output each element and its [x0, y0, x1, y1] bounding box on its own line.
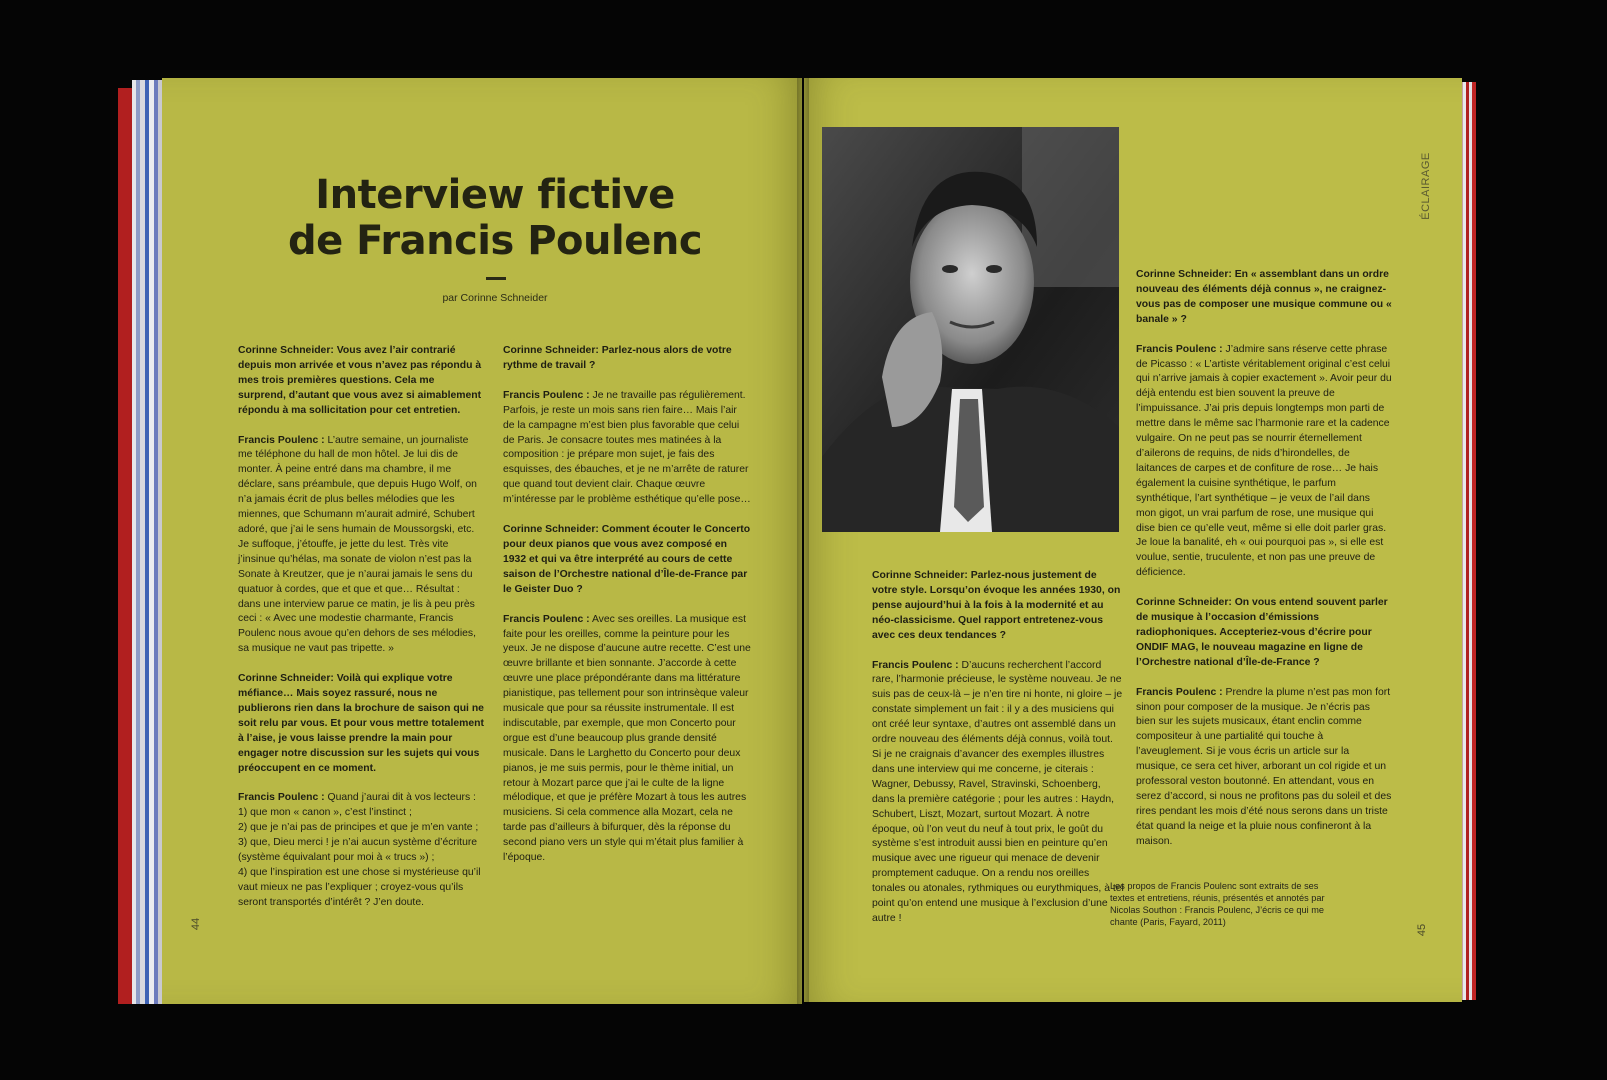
answer-text: Avec ses oreilles. La musique est faite pour les oreilles, comme la peinture pour les yeux. Je ne dispose d’aucune autre recette. C’est une œuvre brillante et bien sonnante. J’accorde à cette œuvre une place prépondérante dans ma littérature pianistique, pas tellement pour son intrinsèque valeur musicale que pour sa réussite instrumentale. Il est indiscutable, par exemple, que mon Concerto pour orgue est d’une beaucoup plus grande densité musicale. Dans le Larghetto du Concerto pour deux pianos, je me suis permis, pour le thème initial, un retour à Mozart parce que j’ai le culte de la ligne mélodique, et que je préfère Mozart à tous les autres musiciens. Si cela commence alla Mozart, cela ne tarde pas d’ailleurs à bifurquer, dès la réponse du second piano vers un style qui m’était plus familier à l’époque. [503, 613, 751, 864]
article-title [190, 172, 800, 264]
speaker: Francis Poulenc : [872, 659, 959, 671]
portrait-image [822, 127, 1119, 532]
list-item: 3) que, Dieu merci ! je n’ai aucun système d’écriture (système équivalant pour moi à « trucs ») ; [238, 837, 478, 864]
answer [238, 791, 484, 806]
speaker: Francis Poulenc : [503, 613, 590, 625]
question: Corinne Schneider: En « assemblant dans un ordre nouveau des éléments déjà connus », ne craignez-vous pas de composer une musique commune ou « banale » ? [1136, 269, 1392, 325]
page-edge-right [1460, 82, 1476, 1000]
title-line-2: de Francis Poulenc [287, 218, 703, 264]
answer [1136, 343, 1392, 582]
answer-text: Je ne travaille pas régulièrement. Parfois, je reste un mois sans rien faire… Mais l’air de la campagne m’est bien plus favorable que celui de Paris. Je consacre toutes mes matinées à la composition : je prépare mon sujet, je fais des esquisses, des ébauches, et je ne m’arrête de raturer que quand tout devient clair. Chaque œuvre m’intéresse par le problème esthétique qu’elle pose… [503, 389, 751, 506]
page-number-right: 45 [1416, 923, 1429, 937]
answer-list [238, 806, 484, 910]
question: Corinne Schneider: Vous avez l’air contrarié depuis mon arrivée et vous n’avez pas répondu à mes trois premières questions. Cela me surprend, d’autant que vous avez si aimablement répondu à ma sollicitation pour cet entretien. [238, 345, 482, 416]
answer [1136, 686, 1392, 850]
byline: par Corinne Schneider [442, 292, 548, 304]
list-item: 1) que mon « canon », c’est l’instinct ; [238, 807, 412, 819]
text-column-1 [238, 344, 484, 911]
text-column-2 [503, 344, 751, 881]
title-line-1: Interview fictive [315, 172, 675, 218]
answer-text: D’aucuns recherchent l’accord rare, l’harmonie précieuse, le système nouveau. Je ne suis pas de ceux-là – je n’en tire ni honte, ni gloire – je constate simplement un fait : il y a des musiciens qui ont créé leur syntaxe, d’autres ont assemblé dans un ordre nouveau des éléments déjà connus, voilà tout. Si je ne craignais d’avancer des exemples illustres dans une interview qui me concerne, je citerais : Wagner, Debussy, Ravel, Stravinski, Schoenberg, dans la première catégorie ; pour les autres : Haydn, Schubert, Liszt, Mozart, surtout Mozart. À notre époque, où l’on veut du neuf à tout prix, le goût du système s’est introduit aussi bien en peinture qu’en musique avec une rigueur qui menace de devenir promptement caduque. On a rendu nos oreilles tonales ou atonales, rythmiques ou eurythmiques, à tel point qu’on entend une musique à l’exclusion d’une autre ! [872, 659, 1124, 924]
page-number-left: 44 [190, 917, 203, 931]
page-edge-red [118, 88, 132, 1004]
portrait-photo [822, 127, 1119, 532]
speaker: Francis Poulenc : [1136, 343, 1223, 355]
answer-text: L’autre semaine, un journaliste me téléphone du hall de mon hôtel. Je lui dis de monter. À peine entré dans ma chambre, il me déclare, sans préambule, que depuis Hugo Wolf, on n’a jamais écrit de plus belles mélodies que les miennes, que Schumann m’aurait admiré, Schubert adoré, que j’ai le sens humain de Moussorgski, etc. Je suffoque, j’étouffe, je jette du lest. Très vite j’insinue qu’hélas, ma sonate de violon n’est pas la Sonate à Kreutzer, que je n’aurai jamais le sens du quatuor à cordes, que et que et que… Résultat : dans une interview parue ce matin, je lis à peu près ceci : « Avec une modestie charmante, Francis Poulenc nous avoue qu’en dehors de ses mélodies, sa musique ne vaut pas tripette. » [238, 434, 477, 655]
answer [872, 659, 1124, 927]
question: Corinne Schneider: Comment écouter le Concerto pour deux pianos que vous avez composé en 1932 et qui va être interprété au cours de cette saison de l’Orchestre national d’Île-de-France par le Geister Duo ? [503, 524, 751, 595]
speaker: Francis Poulenc : [1136, 686, 1223, 698]
list-item: 2) que je n’ai pas de principes et que je m’en vante ; [238, 822, 479, 834]
text-column-3 [872, 569, 1124, 942]
section-label: ÉCLAIRAGE [1420, 152, 1432, 220]
question: Corinne Schneider: Voilà qui explique votre méfiance… Mais soyez rassuré, nous ne publierons rien dans la brochure de saison qui ne soit relu par vous. Et pour vous mettre totalement à l’aise, je vous laisse prendre la main pour engager notre discussion sur les sujets qui vous préoccupent en ce moment. [238, 673, 484, 774]
question: Corinne Schneider: Parlez-nous justement de votre style. Lorsqu’on évoque les années 1930, on pense aujourd’hui à la fois à la modernité et au néo-classicisme. Quel rapport entretenez-vous avec ces deux tendances ? [872, 570, 1121, 641]
answer-text: Prendre la plume n’est pas mon fort sinon pour composer de la musique. Je n’écris pas bien sur les sujets musicaux, étant enclin comme compositeur à une partialité qui touche à l’aveuglement. Si je vous écris un article sur la musique, ce sera cet hiver, arborant un col rigide et un professoral veston boutonné. En attendant, vous en serez d’accord, si nous ne profitons pas du soleil et des rires pendant les mois d’été nous serons dans un triste état quand la neige et la pluie nous confineront à la maison. [1136, 686, 1392, 847]
question: Corinne Schneider: On vous entend souvent parler de musique à l’occasion d’émissions radiophoniques. Accepteriez-vous d’écrire pour ONDIF MAG, le nouveau magazine en ligne de l’Orchestre national d’Île-de-France ? [1136, 597, 1388, 668]
question: Corinne Schneider: Parlez-nous alors de votre rythme de travail ? [503, 345, 732, 371]
answer-text: Quand j’aurai dit à vos lecteurs : [324, 792, 476, 804]
speaker: Francis Poulenc : [238, 434, 325, 446]
answer [238, 434, 484, 658]
answer-text: J’admire sans réserve cette phrase de Picasso : « L’artiste véritablement original c’est celui qui n’arrive jamais à copier exactement ». Avoir peur du déjà entendu est bien souvent la preuve de l’impuissance. J’ai pris depuis longtemps mon parti de mettre dans le même sac l’harmonie rare et la cadence vulgaire. On ne peut pas se nourrir éternellement d’ailerons de requins, de nids d’hirondelles, de laitances de carpes et de confiture de rose… Je hais également la cuisine synthétique, le parfum synthétique, l’art synthétique – je veux de l’ail dans mon gigot, un vrai parfum de rose, une musique qui dise bien ce qu’elle veut, même si elle doit parler gras. Je loue la banalité, eh « oui pourquoi pas », si elle est voulue, sentie, truculente, et non pas une preuve de déficience. [1136, 343, 1392, 579]
answer [503, 613, 751, 866]
source-footnote: Les propos de Francis Poulenc sont extraits de ses textes et entretiens, réunis, présentés et annotés par Nicolas Southon : Francis Poulenc, J’écris ce qui me chante (Paris, Fayard, 2011) [1110, 881, 1325, 927]
answer [503, 389, 751, 508]
speaker: Francis Poulenc : [503, 389, 590, 401]
text-column-4 [1136, 268, 1392, 865]
page-edge-stack [132, 80, 164, 1004]
list-item: 4) que l’inspiration est une chose si mystérieuse qu’il vaut mieux ne pas l’expliquer ; croyez-vous qu’ils seront transportés d’intérêt ? J’en doute. [238, 867, 481, 908]
speaker: Francis Poulenc : [238, 792, 325, 804]
title-divider [486, 277, 506, 280]
